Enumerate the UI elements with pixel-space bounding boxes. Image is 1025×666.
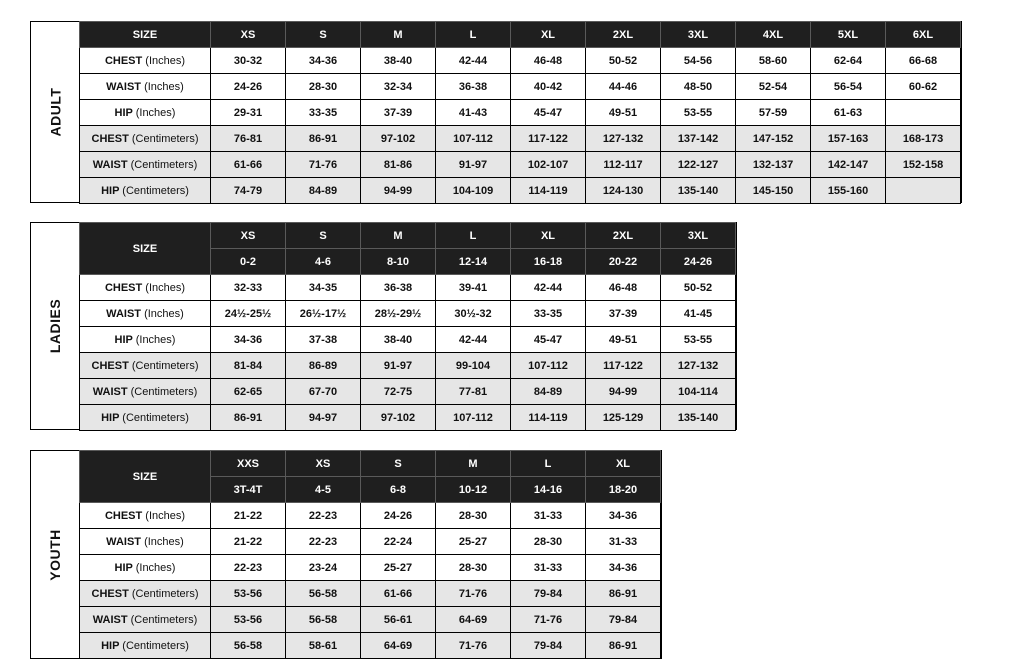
measurement-value: 64-69 <box>361 633 436 659</box>
measurement-value: 29-31 <box>211 100 286 126</box>
measurement-value: 28-30 <box>436 555 511 581</box>
measurement-label <box>80 379 211 405</box>
measurement-value: 36-38 <box>436 74 511 100</box>
measure-unit: (Inches) <box>135 106 176 119</box>
ladies-row-chest-cm <box>80 353 736 379</box>
adult-row-chest-in <box>80 48 961 74</box>
measurement-value: 107-112 <box>511 353 586 379</box>
measure-unit: (Centimeters) <box>131 132 199 145</box>
adult-size-2xl: 2XL <box>586 22 661 48</box>
measurement-value: 74-79 <box>211 178 286 204</box>
measurement-value: 62-64 <box>811 48 886 74</box>
measurement-label <box>80 275 211 301</box>
measurement-value: 147-152 <box>736 126 811 152</box>
adult-size-xs: XS <box>211 22 286 48</box>
ladies-row-hip-cm <box>80 405 736 431</box>
measurement-label <box>80 555 211 581</box>
measurement-value: 135-140 <box>661 405 736 431</box>
measurement-value: 157-163 <box>811 126 886 152</box>
measurement-value: 67-70 <box>286 379 361 405</box>
measurement-value: 132-137 <box>736 152 811 178</box>
measurement-value: 28-30 <box>511 529 586 555</box>
measurement-value: 24½-25½ <box>211 301 286 327</box>
measurement-value: 40-42 <box>511 74 586 100</box>
ladies-numeric-size: 8-10 <box>361 249 436 275</box>
measurement-label <box>80 529 211 555</box>
adult-label-text: ADULT <box>47 87 63 137</box>
youth-numeric-size: 14-16 <box>511 477 586 503</box>
ladies-row-waist-cm <box>80 379 736 405</box>
youth-size-chart <box>30 450 662 659</box>
youth-table <box>79 450 661 659</box>
measurement-value: 25-27 <box>436 529 511 555</box>
ladies-numeric-size: 20-22 <box>586 249 661 275</box>
measure-name: HIP <box>114 106 133 119</box>
ladies-size-header: SIZE <box>80 223 211 275</box>
measurement-value: 94-97 <box>286 405 361 431</box>
measure-name: HIP <box>114 561 133 574</box>
measurement-value: 86-89 <box>286 353 361 379</box>
measurement-value: 94-99 <box>361 178 436 204</box>
youth-header-row <box>80 451 661 477</box>
measurement-label <box>80 301 211 327</box>
ladies-section-label <box>31 223 80 429</box>
measurement-label <box>80 633 211 659</box>
measurement-label <box>80 178 211 204</box>
measurement-value: 23-24 <box>286 555 361 581</box>
measure-name: HIP <box>101 639 120 652</box>
measurement-value: 28-30 <box>436 503 511 529</box>
measure-unit: (Centimeters) <box>131 587 199 600</box>
measurement-value: 36-38 <box>361 275 436 301</box>
adult-size-4xl: 4XL <box>736 22 811 48</box>
measure-unit: (Centimeters) <box>131 359 199 372</box>
measurement-label <box>80 126 211 152</box>
measurement-value: 32-34 <box>361 74 436 100</box>
youth-numeric-size: 18-20 <box>586 477 661 503</box>
youth-section-label <box>31 451 80 658</box>
ladies-numeric-size: 0-2 <box>211 249 286 275</box>
measurement-value <box>886 178 961 204</box>
measurement-value: 76-81 <box>211 126 286 152</box>
measurement-value: 22-23 <box>211 555 286 581</box>
measurement-value: 142-147 <box>811 152 886 178</box>
ladies-size-3xl: 3XL <box>661 223 736 249</box>
measurement-value: 37-39 <box>586 301 661 327</box>
measurement-value: 30½-32 <box>436 301 511 327</box>
measurement-value: 22-23 <box>286 529 361 555</box>
measurement-value: 58-61 <box>286 633 361 659</box>
ladies-row-waist-in <box>80 301 736 327</box>
measurement-value: 117-122 <box>586 353 661 379</box>
youth-numeric-size: 4-5 <box>286 477 361 503</box>
measurement-value: 155-160 <box>811 178 886 204</box>
youth-row-waist-in <box>80 529 661 555</box>
measurement-value: 53-56 <box>211 581 286 607</box>
measure-unit: (Centimeters) <box>130 613 198 626</box>
measurement-value: 37-38 <box>286 327 361 353</box>
measurement-value: 107-112 <box>436 126 511 152</box>
measurement-value: 44-46 <box>586 74 661 100</box>
measurement-value: 34-36 <box>586 555 661 581</box>
measurement-value: 32-33 <box>211 275 286 301</box>
adult-row-waist-cm <box>80 152 961 178</box>
measurement-value: 122-127 <box>661 152 736 178</box>
measurement-value: 62-65 <box>211 379 286 405</box>
adult-row-hip-in <box>80 100 961 126</box>
measurement-value: 125-129 <box>586 405 661 431</box>
measure-name: HIP <box>101 411 120 424</box>
adult-header-row <box>80 22 961 48</box>
youth-row-waist-cm <box>80 607 661 633</box>
measurement-value: 60-62 <box>886 74 961 100</box>
measurement-value: 34-36 <box>286 48 361 74</box>
youth-label-text: YOUTH <box>47 528 63 581</box>
measure-unit: (Inches) <box>144 535 184 548</box>
measure-name: CHEST <box>104 509 143 522</box>
measurement-value: 34-35 <box>286 275 361 301</box>
youth-row-hip-in <box>80 555 661 581</box>
measurement-label <box>80 405 211 431</box>
measurement-value: 31-33 <box>511 555 586 581</box>
adult-size-6xl: 6XL <box>886 22 961 48</box>
ladies-numeric-size: 16-18 <box>511 249 586 275</box>
measurement-value: 41-43 <box>436 100 511 126</box>
measurement-value: 31-33 <box>586 529 661 555</box>
measurement-value: 38-40 <box>361 327 436 353</box>
ladies-size-xl: XL <box>511 223 586 249</box>
youth-row-chest-cm <box>80 581 661 607</box>
youth-numeric-size: 3T-4T <box>211 477 286 503</box>
measure-unit: (Inches) <box>135 561 176 574</box>
measure-name: CHEST <box>104 54 143 67</box>
ladies-size-s: S <box>286 223 361 249</box>
ladies-size-l: L <box>436 223 511 249</box>
measurement-value: 66-68 <box>886 48 961 74</box>
measurement-value: 97-102 <box>361 405 436 431</box>
measurement-value: 56-61 <box>361 607 436 633</box>
measurement-value: 53-55 <box>661 327 736 353</box>
measurement-value: 33-35 <box>286 100 361 126</box>
measurement-value: 45-47 <box>511 100 586 126</box>
adult-size-chart <box>30 21 962 203</box>
measurement-value: 72-75 <box>361 379 436 405</box>
measurement-value: 28-30 <box>286 74 361 100</box>
adult-size-m: M <box>361 22 436 48</box>
measurement-value: 41-45 <box>661 301 736 327</box>
measurement-value: 84-89 <box>286 178 361 204</box>
measure-name: CHEST <box>104 281 143 294</box>
measurement-value: 61-66 <box>211 152 286 178</box>
measurement-value: 86-91 <box>586 581 661 607</box>
ladies-size-m: M <box>361 223 436 249</box>
youth-numeric-size: 6-8 <box>361 477 436 503</box>
measurement-value: 28½-29½ <box>361 301 436 327</box>
measure-unit: (Inches) <box>145 281 186 294</box>
measurement-value: 56-58 <box>286 607 361 633</box>
measurement-value: 58-60 <box>736 48 811 74</box>
measure-unit: (Inches) <box>135 333 176 346</box>
youth-size-xl: XL <box>586 451 661 477</box>
measurement-label <box>80 100 211 126</box>
adult-size-header: SIZE <box>80 22 211 48</box>
measurement-value: 31-33 <box>511 503 586 529</box>
measurement-value: 52-54 <box>736 74 811 100</box>
measure-name: WAIST <box>92 158 128 171</box>
measure-name: HIP <box>101 184 120 197</box>
measurement-value: 61-63 <box>811 100 886 126</box>
measurement-value: 56-58 <box>211 633 286 659</box>
measurement-value: 46-48 <box>511 48 586 74</box>
measurement-value: 34-36 <box>211 327 286 353</box>
measure-name: CHEST <box>91 132 129 145</box>
ladies-numeric-size: 24-26 <box>661 249 736 275</box>
ladies-table <box>79 222 736 431</box>
measurement-value: 104-109 <box>436 178 511 204</box>
measurement-value: 86-91 <box>586 633 661 659</box>
measurement-value: 94-99 <box>586 379 661 405</box>
adult-row-hip-cm <box>80 178 961 204</box>
measurement-value: 45-47 <box>511 327 586 353</box>
measurement-value: 86-91 <box>286 126 361 152</box>
measurement-value: 124-130 <box>586 178 661 204</box>
ladies-size-xs: XS <box>211 223 286 249</box>
youth-row-chest-in <box>80 503 661 529</box>
youth-size-l: L <box>511 451 586 477</box>
measurement-value: 21-22 <box>211 503 286 529</box>
measure-unit: (Inches) <box>145 509 186 522</box>
measure-name: WAIST <box>92 613 128 626</box>
adult-size-xl: XL <box>511 22 586 48</box>
measurement-value: 104-114 <box>661 379 736 405</box>
ladies-size-2xl: 2XL <box>586 223 661 249</box>
measure-unit: (Inches) <box>144 80 184 93</box>
measurement-value: 79-84 <box>511 581 586 607</box>
youth-size-header: SIZE <box>80 451 211 503</box>
measurement-value: 145-150 <box>736 178 811 204</box>
ladies-row-hip-in <box>80 327 736 353</box>
measurement-value: 34-36 <box>586 503 661 529</box>
measurement-value: 30-32 <box>211 48 286 74</box>
measurement-label <box>80 327 211 353</box>
measurement-value: 49-51 <box>586 327 661 353</box>
youth-numeric-size: 10-12 <box>436 477 511 503</box>
ladies-size-chart <box>30 222 737 430</box>
measurement-value: 71-76 <box>286 152 361 178</box>
measurement-value: 56-58 <box>286 581 361 607</box>
measurement-value: 42-44 <box>436 48 511 74</box>
ladies-numeric-size: 4-6 <box>286 249 361 275</box>
adult-table <box>79 21 961 204</box>
measure-name: HIP <box>114 333 133 346</box>
youth-size-xxs: XXS <box>211 451 286 477</box>
measurement-value: 91-97 <box>436 152 511 178</box>
measurement-value: 79-84 <box>586 607 661 633</box>
adult-section-label <box>31 22 80 202</box>
measurement-value: 152-158 <box>886 152 961 178</box>
measurement-value: 53-55 <box>661 100 736 126</box>
measure-unit: (Inches) <box>144 307 184 320</box>
measurement-value: 38-40 <box>361 48 436 74</box>
measurement-label <box>80 503 211 529</box>
adult-row-waist-in <box>80 74 961 100</box>
measurement-value: 46-48 <box>586 275 661 301</box>
measurement-label <box>80 353 211 379</box>
measurement-value: 127-132 <box>586 126 661 152</box>
measurement-value: 53-56 <box>211 607 286 633</box>
measure-unit: (Centimeters) <box>122 411 189 424</box>
measure-unit: (Inches) <box>145 54 186 67</box>
measurement-value: 50-52 <box>661 275 736 301</box>
measurement-value: 21-22 <box>211 529 286 555</box>
ladies-header-row <box>80 223 736 249</box>
ladies-numeric-size: 12-14 <box>436 249 511 275</box>
measurement-value: 22-24 <box>361 529 436 555</box>
adult-size-l: L <box>436 22 511 48</box>
measurement-value: 71-76 <box>436 633 511 659</box>
measurement-value: 49-51 <box>586 100 661 126</box>
measurement-value: 117-122 <box>511 126 586 152</box>
youth-size-s: S <box>361 451 436 477</box>
adult-size-3xl: 3XL <box>661 22 736 48</box>
measurement-label <box>80 581 211 607</box>
measurement-value: 168-173 <box>886 126 961 152</box>
measurement-value: 26½-17½ <box>286 301 361 327</box>
measurement-value: 112-117 <box>586 152 661 178</box>
measurement-value: 57-59 <box>736 100 811 126</box>
measurement-value: 54-56 <box>661 48 736 74</box>
youth-size-m: M <box>436 451 511 477</box>
measurement-value: 22-23 <box>286 503 361 529</box>
adult-size-s: S <box>286 22 361 48</box>
measurement-value: 42-44 <box>511 275 586 301</box>
measurement-value: 24-26 <box>361 503 436 529</box>
youth-row-hip-cm <box>80 633 661 659</box>
measurement-label <box>80 607 211 633</box>
measurement-value: 102-107 <box>511 152 586 178</box>
measurement-label <box>80 48 211 74</box>
measurement-value: 24-26 <box>211 74 286 100</box>
youth-size-xs: XS <box>286 451 361 477</box>
adult-row-chest-cm <box>80 126 961 152</box>
measurement-value: 91-97 <box>361 353 436 379</box>
measurement-value: 81-84 <box>211 353 286 379</box>
measurement-label <box>80 152 211 178</box>
measurement-value: 84-89 <box>511 379 586 405</box>
measurement-value: 56-54 <box>811 74 886 100</box>
measure-name: WAIST <box>106 535 142 548</box>
measure-name: WAIST <box>92 385 128 398</box>
measurement-value: 99-104 <box>436 353 511 379</box>
measurement-value: 114-119 <box>511 405 586 431</box>
measurement-value: 50-52 <box>586 48 661 74</box>
measurement-value <box>886 100 961 126</box>
measurement-label <box>80 74 211 100</box>
measurement-value: 71-76 <box>436 581 511 607</box>
measurement-value: 37-39 <box>361 100 436 126</box>
measure-unit: (Centimeters) <box>130 158 198 171</box>
measurement-value: 64-69 <box>436 607 511 633</box>
measurement-value: 86-91 <box>211 405 286 431</box>
measurement-value: 61-66 <box>361 581 436 607</box>
ladies-row-chest-in <box>80 275 736 301</box>
measurement-value: 71-76 <box>511 607 586 633</box>
measurement-value: 97-102 <box>361 126 436 152</box>
measurement-value: 39-41 <box>436 275 511 301</box>
measurement-value: 77-81 <box>436 379 511 405</box>
ladies-label-text: LADIES <box>47 298 63 354</box>
measurement-value: 127-132 <box>661 353 736 379</box>
measurement-value: 114-119 <box>511 178 586 204</box>
measurement-value: 33-35 <box>511 301 586 327</box>
measure-name: WAIST <box>106 307 142 320</box>
measurement-value: 137-142 <box>661 126 736 152</box>
measurement-value: 48-50 <box>661 74 736 100</box>
measurement-value: 135-140 <box>661 178 736 204</box>
measurement-value: 107-112 <box>436 405 511 431</box>
measurement-value: 81-86 <box>361 152 436 178</box>
measure-name: CHEST <box>91 359 129 372</box>
measurement-value: 79-84 <box>511 633 586 659</box>
measure-unit: (Centimeters) <box>122 639 189 652</box>
measurement-value: 42-44 <box>436 327 511 353</box>
adult-size-5xl: 5XL <box>811 22 886 48</box>
measure-name: CHEST <box>91 587 129 600</box>
measure-unit: (Centimeters) <box>130 385 198 398</box>
measure-unit: (Centimeters) <box>122 184 189 197</box>
measure-name: WAIST <box>106 80 142 93</box>
measurement-value: 25-27 <box>361 555 436 581</box>
